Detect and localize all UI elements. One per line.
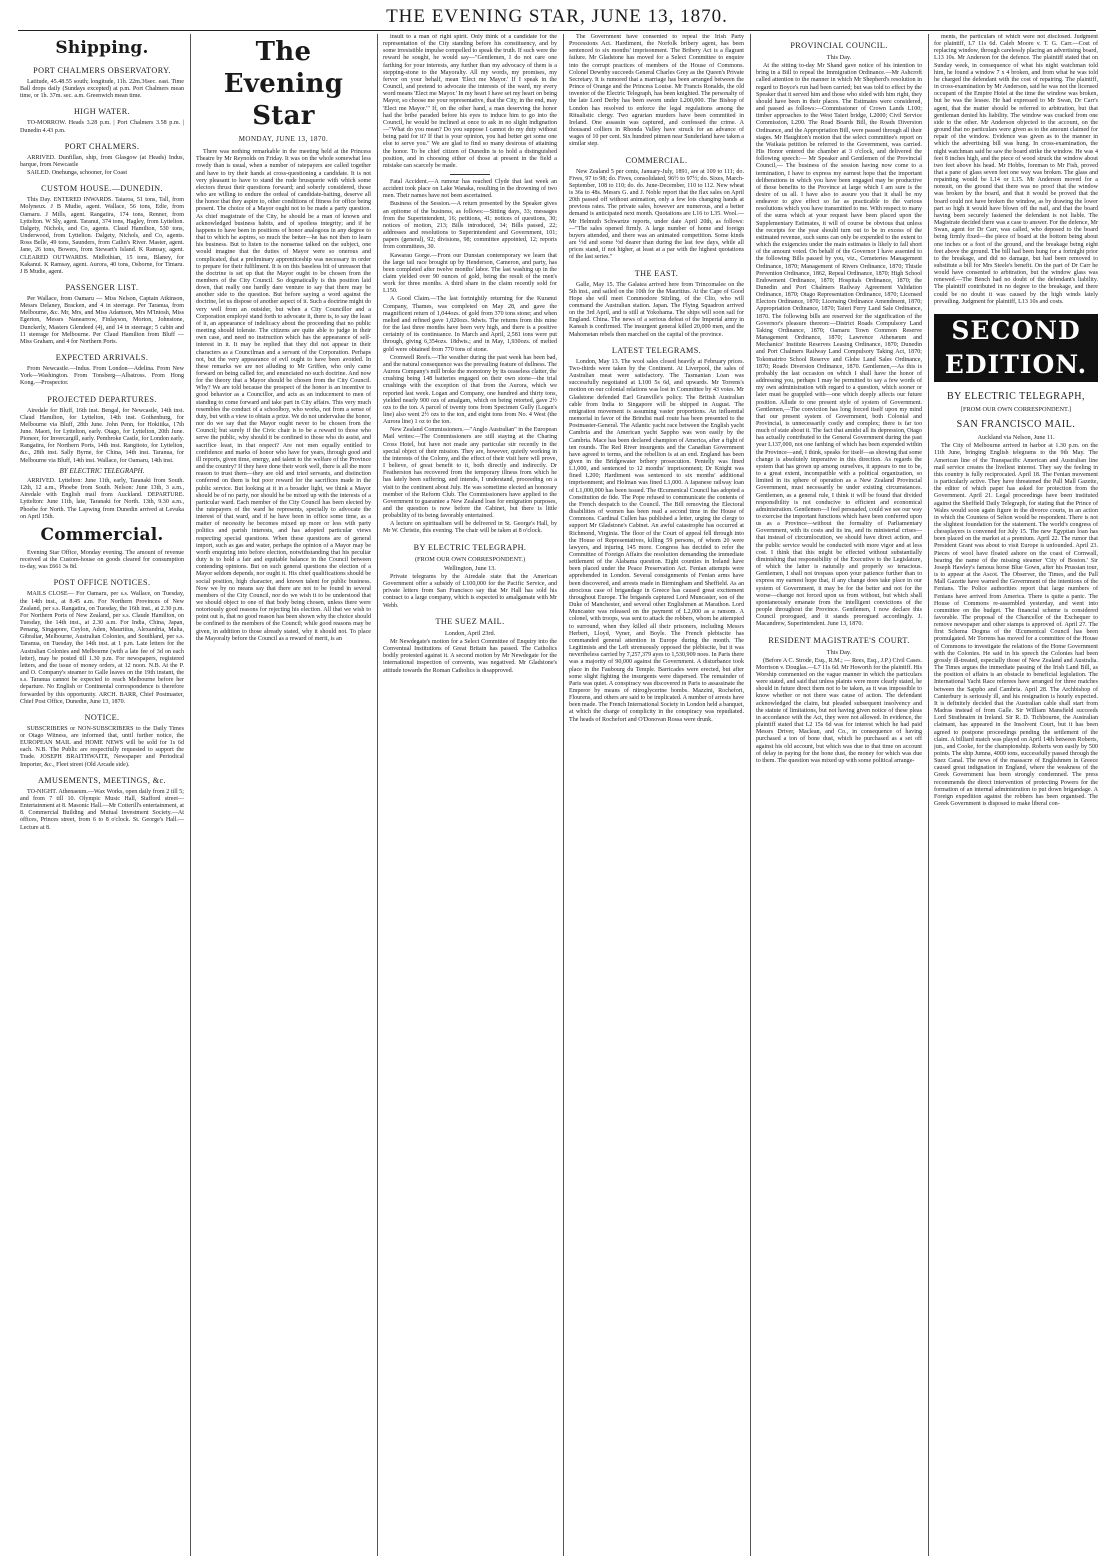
- column-rule: [750, 34, 751, 1556]
- news-paragraph: A lecture on spiritualism will be delivered in St. George's Hall, by Mr W. Christie, this evening. The chair will be taken at 8 o'clock.: [383, 521, 557, 535]
- telegraph-dateline: Wellington, June 13.: [444, 564, 496, 572]
- provincial-council-day: This Day.: [826, 54, 852, 61]
- news-paragraph: Business of the Session.—A return presented by the Speaker gives an epitome of the business, as follows:—Sitting days, 33; messages from the Superintendent, 16; petitions, 41; notices of questions, 30; notices of motion, 213; Bills introduced, 34; Bills passed, 22; addresses and resolutions to Superintendent and Government, 101; papers (general), 92; divisions, 98; committee appointed, 12; reports from committees, 30.: [383, 201, 557, 251]
- amusements-heading: AMUSEMENTS, MEETINGS, &c.: [37, 775, 167, 785]
- port-chalmers-heading: PORT CHALMERS.: [64, 141, 140, 151]
- section-divider: [450, 174, 490, 175]
- editorial-text: There was nothing remarkable in the meeting held at the Princess Theatre by Mr Reynolds on Friday. It was on the whole somewhat less rowdy than is usual, when a number of ratepayers are called together and have to try their hands at cross-questioning a candidate. It is not very pleasant to have to stand the rude brusquerie with which some electors thrust their questions forward; and soberly considered, those who are willing to endure the ordeal of candidate-baiting, deserve all the honor that they aspire to, other conditions of fitness for office being present. The choice of a Mayor ought not to be made a party question. As chief magistrate of the City, he should be a man of known and acknowledged business habits, and of spotless integrity; and if he happens to have been in positions of honor analogous in any degree to that to which he aspires, so much the better—he has not then to learn his business. But to listen to the nonsense talked on the subject, one would imagine that the duties of Mayor were so onerous and complicated, that a preliminary apprenticeship was necessary in order to prepare for their fulfilment. It is on this baseless bit of unreason that the doctrine is set up that the Mayor ought to be chosen from the members of the City Council. So dogmatically is this position laid down, that really one hardly dare venture to say that there may be another side to the question. But before saying a word against the doctrine, let us dispose of another aspect of it. Such a doctrine might do very well from an outsider, but when a City Councillor and a Corporation employé stand forth to advocate it, there is, to say the least of it, an appearance of indelicacy about the proceeding that no public meeting should tolerate. The citizens are quite able to judge in their own case, and need no instruction which has the appearance of self-interest in it. It may be replied that they did not appear in their characters as a Councilman and a servant of the Corporation. Perhaps not, but the very appearance of evil ought to have been avoided. In these remarks we are not alluding to Mr Griffen, who only came forward on being called for, and enunciated no such doctrine. And now for the theory that a Mayor should be chosen from the City Council. Why? We are told because the prospect of the honor is an incentive to good behavior as a Councillor, and acts as an inducement to men of standing to come forward and take part in City affairs. This very much resembles the conduct of a schoolboy, who works, not from a sense of duty, but with a view to obtain a prize. We do not undervalue the honor, nor do we say that the Mayor ought never to be chosen from the Council; but surely if the Civic chair is to be a reward to those who serve the public, why should it be confined to those who do assist, and sacrifice least, in that respect? Are not men equally entitled to confidence and marks of honor who have for years, through good and ill reports, given time, energy, and talent to the welfare of the Province and the country? If they have done their work well, there is all the more reason to trust them—they are old and tried servants, and distinction conferred on them is but poor reward for the sacrifices made in the public service. But looking at it in a broader light, we think a Mayor should be of no party, nor should he be mixed up with the interests of a particular ward. Each member of the City Council has been elected by the ratepayers of the ward he represents, specially to advocate the interest of that ward, and if he have been in office some time, as a matter of necessity he becomes mixed up more or less with party politics and parish interests, and has adopted particular views respecting special questions. When these questions are of general import, such as gas and water, perhaps the opinion of a Mayor may be worth enquiring into before election, notwithstanding that his peculiar duty is to hold a fair and equitable balance in the Council between contending opinions. But on such general questions the election of a Mayor seldom depends, nor ought it. His chief qualifications should be social position, high character, and known talent for public business. Now we by no means say that there are not to be found in several members of the City Council, nor do we wish it to be understood that we should object to one of that body being chosen, unless there were notoriously good reasons for rejecting his election. All that we wish to point out is, that no good reason has been shown why the choice should be confined to the members of the Council; while good reasons may be given, in addition to those already stated, why it should not. To place the Mayoralty before the Council as a reward of merit, is an: [196, 149, 371, 642]
- column-3: [383, 34, 557, 1556]
- sailed-text: SAILED. Onehunga, schooner, for Coast: [27, 170, 128, 177]
- expected-arrivals-heading: EXPECTED ARRIVALS.: [55, 353, 149, 363]
- arrived-text: ARRIVED. Dunfillan, ship, from Glasgow (at Heads) Indus, barque, from Newcastle: [20, 154, 184, 168]
- commercial-text: New Zealand 5 per cents, January-July, 1891, are at 109 to 111; do. Fives, 97 to 98; do. Fives, consolidated, 96½ to 97½; do. Sixes, March-September, 108 to 110; do. do. June-December, 110 to 112. New wheat is 36s to 48s. Messrs G. and J. Noble report that the flax sales on April 20th passed off without animation, only a few lots changing hands at previous rates. The private sales, however are numerous, and a better demand is anticipated next month. Quotations are L16 to L35. Wool.—Mr Helmuth Schwartze reports, under date April 20th, as follows:—"The sales opened firmly. A large number of home and foreign buyers attended, and there was an animated competition. Some kinds are ½d and some ½d dearer than during the last few days, while all prices stand, if not higher, at least at a par with the highest quotations of the last series.": [569, 168, 744, 261]
- notice-text: SUBSCRIBERS or NON-SUBSCRIBERS to the Daily Times or Otago Witness, are informed that, until further notice, the EUROPEAN MAIL and HOME NEWS will be sold for 1s 6d each. N.B. The Public are respectfully requested to support the Trade. JOSEPH BRAITHWAITE, Newspaper and Periodical Importer, &c., Fleet street (Old Arcade side).: [20, 725, 184, 768]
- projected-departures-text: Airedale for Bluff, 16th inst. Bengal, for Newcastle, 14th inst. Claud Hamilton, for Lyttelton, 14th inst. Gothenburg, for Melbourne via Bluff, 28th June. John Penn, for Hokitika, 17th June. Maori, for Lyttelton, early. Otago, for Lyttelton, 20th June. Pioneer, for Invercargill, early. Pembroke Castle, for London early. Rangatira, for Northern Ports, 14th inst. Rangitoto, for Lyttelton, &c., 28th inst. Sally Byrne, for China, 14th inst. Taranua, for Melbourne via Bluff, 14th inst. Wallace, for Oamaru, 14th inst.: [20, 407, 184, 464]
- news-paragraph: New Zealand Commissioners.—"Anglo Australian" in the European Mail writes:—The Commissioners are still staying at the Charing Cross Hotel, but have not made any particular stir recently in the special object of their mission. They are, however, quietly working in the interests of the Colony, and the effect of their visit here will prove, I believe, of great benefit to it, both directly and indirectly. Dr Featherston has recovered from the temporary illness from which he has lately been suffering, and intends, I understand, proceeding on a visit to the continent about July. He was sometime elected an honorary member of the Reform Club. The Commissioners have applied to the Government to guarantee a New Zealand loan for emigration purposes, and the question is now before the Cabinet, but there is little probability of its being favorably entertained.: [383, 427, 557, 520]
- custom-house-heading: CUSTOM HOUSE.—DUNEDIN.: [41, 184, 163, 194]
- column-4: [569, 34, 744, 1556]
- suez-mail-heading: THE SUEZ MAIL.: [435, 616, 505, 626]
- suez-text: Mr Newdegate's motion for a Select Committee of Enquiry into the Conventual Institutions of Great Britain has passed. The Catholics bodily protested against it. A second motion by Mr Newdegate for the international inspection of convents, was negatived. Mr Gladstone's attitude towards the Roman Catholics is disapproved.: [383, 638, 557, 674]
- high-water-heading: HIGH WATER.: [73, 107, 131, 117]
- high-water-text: TO-MORROW. Heads 3.28 p.m. | Port Chalmers 3.58 p.m. | Dunedin 4.43 p.m.: [20, 120, 184, 134]
- post-office-text: MAILS CLOSE— For Oamaru, per s.s. Wallace, on Tuesday, the 14th inst., at 8.45 a.m. For Northern Provinces of New Zealand, per s.s. Rangatira, on Tuesday, the 16th inst., at 2.30 p.m. For Northern Ports of New Zealand, per s.s. Claude Hamilton, on Tuesday, the 14th inst., at 2.30 a.m. For India, China, Japan, Penang, Singapore, Ceylon, Aden, Mauritius, Alexandria, Malta, Gibraltar, Melbourne, Australian Colonies, and Southland, per s.s. Taranua, on Tuesday, the 14th inst. at 1 p.m. Late letters for the Australian Colonies and Melbourne (with a late fee of 3d on each letter), may be posted till 1.30 p.m. For newspapers, registered letters, and the issue of money orders, at 12 noon. N.B. At the P. and O. Company's steamer to Galle leaves on the 19th instant, the s.s. Taranua cannot be expected to reach Melbourne before her departure. No English or Continental correspondence is therefore forwarded by this opportunity. ARCH. BARR, Chief Postmaster, Chief Post Office, Dunedin, June 13, 1870.: [20, 591, 184, 705]
- san-francisco-text: The City of Melbourne arrived in harbor at 1.30 p.m. on the 11th June, bringing English telegrams to the 9th May. The American line of the Transpacific American and Australian line mail service creates the liveliest interest. They say the feeling in this country is fully reciprocated. April 18. The Fenian movement is particularly active. They have threatened the Pall Mall Gazette, the editor of which paper has asked for protection from the Government. April 21. Legal proceedings have been instituted against the Sheffield Daily Telegraph, for stating that the Prince of Wales would soon again figure in the divorce courts, in an action in which the Countess of Selton would be respondent. There is not the slightest foundation for the statement. The world's congress of chessplayers is convened for July 15. The new Egyptian loan has been placed on the market at a premium. April 22. The rumor that President Grant was about to visit Europe is unfounded. April 23. Pieces of wool have floated ashore on the coast of Cornwall, bearing the name of the missing steamer 'City of Boston.' Sir Joseph Hawley's famous horse Blue Gown, after his Prussian tour, is to appear at the Ascot. The Observer, the Times, and the Pall Mall Gazette have warned the Government of the intentions of the Fenians. The Police authorities report that large numbers of Fenians have arrived from America. There is quite a panic. The House of Commons re-assembled yesterday, and went into committee on the budget. The financial scheme is considered favorable. The proposal of the Chancellor of the Exchequer to remove newspaper and other stamps is approved of. April 27. The first Schema Dogma of the Œcumenical Council has been promulgated. Mr Torrens has moved for a committee of the House of Commons to investigate the relations of the Home Government with the Colonies. He said in his speech the Colonies had been grossly ill-treated, especially those of New Zealand and Australia. The Times argues the immediate passing of the Irish Land Bill, as the position of affairs is an obstacle to beneficial legislation. The International Yacht Race referees have arranged for three matches between the Sappho and Cambria. April 28. The Archbishop of Canterbury is seriously ill, and his resignation is hourly expected. It is definitely decided that the Australian cable shall start from Madras instead of from Galle. Sir William Mansfield succeeds Lord Strathnairn in Ireland. Sir R. D. Tichbourne, the Australian claimant, has appeared in the Insolvent Court, but it has been agreed to postpone proceedings pending the settlement of the claim. A billiard match was played on April 14th between Roberts, jun., and Cooke, for the championship. Roberts won easily by 500 points. The ship Jumna, 4000 tons, successfully passed through the Suez Canal. The news of the massacre of Englishmen in Greece caused great indignation in England, where the weakness of the Greek Government has been strongly condemned. The press recommends the direct intervention of protecting Powers for the formation of an internal administration to put down brigandage. A Foreign expedition against the robbers has been organised. The Greek Government is disposed to make liberal con-: [934, 443, 1098, 808]
- passenger-list-heading: PASSENGER LIST.: [65, 282, 139, 292]
- custom-house-text: This Day. ENTERED INWARDS. Taiaroa, 51 tons, Tall, from Molyneux. J B Mudie, agent. Wallace, 56 tons, Edie, from Oamaru. J Mills, agent. Rangatira, 174 tons, Renner, from Lyttelton. W Sly, agent. Taranui, 374 tons, Hagley, from Lyttelton. Dalgety, Nichols, and Co, agents. Claud Hamilton, 530 tons, Underwood, from Lyttelton. Dalgety, Nichols, and Co, agents. Ross Belle, 49 tons, Saunders, from Catlin's River. Master, agent. Jane, 26 tons, Bowers, from Stewart's Island. K Ramsay, agent. CLEARED OUTWARDS. Midlothian, 15 tons, Blaney, for Kakanui. K Ramsay, agent. Aurora, 40 tons, Osborne, for Timaru. J B Mudie, agent.: [20, 197, 184, 275]
- commercial-heading: Commercial.: [40, 524, 164, 545]
- newspaper-flag: The Evening Star: [223, 37, 344, 131]
- projected-departures-heading: PROJECTED DEPARTURES.: [47, 394, 157, 404]
- news-paragraph: Kawarau Gorge.—From our Dunstan contemporary we learn that the large tail race brought up by Henderson, Cameron, and party, has been completed after twelve months' labor. The last washing up in the claim yielded over 90 ounces of gold, being the result of the men's work for three months. A third share in the claim recently sold for L150.: [383, 252, 557, 295]
- column-5: [756, 34, 922, 1556]
- the-east-text: Galle, May 15. The Galatea arrived here from Trincomalee on the 5th inst., and sailed on the 10th for the Mauritius. At the Cape of Good Hope she will meet Commodore Stirling, of the Clio, who will command the Australian station. Japan. The Flying Squadron arrived on the 3rd April, and is still at Yokohama. The ships will soon sail for England. China. The news of a serious defeat of the Imperial army in Kansuh is confirmed. The insurgent general killed 20,000 men, and the Mahometan rebels then marched on the capital of the province.: [569, 281, 744, 338]
- the-east-heading: THE EAST.: [634, 268, 679, 278]
- magistrates-court-heading: RESIDENT MAGISTRATE'S COURT.: [768, 635, 910, 645]
- masthead-rule: [18, 30, 1096, 31]
- provincial-council-heading: PROVINCIAL COUNCIL.: [790, 41, 888, 50]
- news-paragraph: Fatal Accident.—A rumour has reached Clyde that last week an accident took place on Lake Wanaka, resulting in the drowning of two men. Their names have not been ascertained.: [383, 178, 557, 200]
- editorial-continued: insult to a man of right spirit. Only think of a candidate for the representation of the City standing before his constituency, and by some irresistible impulse compelled to speak the truth. If such were the reward he sought, he would say—"Gentlemen, I do not care one farthing for your interests, any further than my advocacy of them is a stepping-stone to the Mayoralty. All my words, my promises, my fervor on your behalf, mean 'Elect me Mayor.' If I speak in the Council, and pretend to advocate the interests of the ward, my every word means 'Elect me Mayor.' In my heart I have set my heart on being Mayor, so choose me your representative, that the City, in the end, may 'Elect me Mayor.'" If, on the other hand, a man deserving the honor had the bribe paraded before his eyes to induce him to go into the Council, he would be inclined at once to ask in no slight indignation—"What do you mean? Do you suppose I cannot do my duty without being paid for it? If that is your opinion, you had better get some one else to serve you." We are glad to find so many desirous of attaining the honor. To be chief citizen of Dunedin is to hold a distinguished position, and in choosing either of those at present in the field a mistake can scarcely be made.: [383, 34, 557, 169]
- column-6: [934, 34, 1098, 1556]
- shipping-heading: Shipping.: [55, 38, 149, 58]
- second-edition-banner: SECOND EDITION.: [934, 314, 1098, 382]
- telegraph-subheading: [FROM OUR OWN CORRESPONDENT.]: [960, 405, 1072, 413]
- column-rule: [928, 34, 929, 1556]
- observatory-heading: PORT CHALMERS OBSERVATORY.: [33, 66, 171, 75]
- news-paragraph: A Good Claim.—The last fortnightly returning for the Kuranui Company, Thames, was completed on May 28, and gave the magnificent return of 1,044ozs. of gold from 370 tons stone; and when melted and refined gave 1,020ozs. 9dwts. The returns from this mine for the last three months have been very high, and there is a positive certainty of its continuance. In March and April, 2,581 tons were put through, giving 6,354ozs. 18dwts.; and in May, 1,930ozs. of melted gold were obtained from 770 tons of stone.: [383, 296, 557, 353]
- masthead: THE EVENING STAR, JUNE 13, 1870.: [386, 6, 728, 27]
- telegraph-subheading: (FROM OUR OWN CORRESPONDENT.): [414, 555, 526, 563]
- commercial-text: Evening Star Office, Monday evening. The amount of revenue received at the Custom-house on goods cleared for consumption to-day, was £661 3s 8d.: [20, 549, 184, 571]
- san-francisco-mail-heading: SAN FRANCISCO MAIL.: [956, 419, 1076, 431]
- telegraph-heading: BY ELECTRIC TELEGRAPH.: [413, 542, 527, 552]
- latest-telegrams-heading: LATEST TELEGRAMS.: [611, 345, 702, 355]
- column-rule: [377, 34, 378, 1556]
- passenger-list-text: Per Wallace, from Oamaru — Miss Nelson, Captain Atkinson, Messrs Delaney, Bracken, and 4 in steerage. Per Taranua, from Melbourne, &c. Mr, Mrs, and Miss Adamson, Mrs M'Intosh, Miss Egerton, Messrs Nanearrow, Finlayson, Morton, Johnstone, Dunckerly, Masters Glendeed (4), and 14 in steerage; 5 cabin and 11 steerage for Melbourne. Per Claud Hamilton from Bluff — Miss Graham, and 4 for Northern Ports.: [20, 295, 184, 345]
- column-2: [196, 34, 371, 1556]
- issue-date: MONDAY, JUNE 13, 1870.: [238, 135, 329, 143]
- san-francisco-dateline: Auckland via Nelson, June 11.: [977, 434, 1055, 442]
- magistrates-court-day: This Day.: [826, 648, 852, 656]
- news-paragraph: Cromwell Reefs.—The weather during the past week has been bad, and the natural consequence was the prevailing feature of dullness. The Aurora Company's mill broke the monotony by its ceaseless clatter, the crushing being 148 batteries engaged on their own stone—the trial crushings with the exception of that from the Aurora, which we reported last week. Logan and Company, one hundred and thirty tons, yielded nearly 900 ozs of amalgam, which on being retorted, gave 2½ ozs to the ton. A parcel of twenty tons from Specimen Gully (Logan's line) also went 2½ ozs to the ton, and eight tons from No. 4 West (the Aurora line) 1 oz to the ton.: [383, 354, 557, 426]
- electric-telegraph-text: ARRIVED. Lyttelton: June 11th, early, Taranaki from South. 12th, 12 a.m., Phoebe from South. Nelson: June 13th, 3 a.m., Airedale with English mail from Auckland. DEPARTURE. Lyttelton: June 11th, late, Taranaki for North. 13th, 9.30 a.m., Phoebe for North. The Lapwing from Dunedin arrived at Levuka on April 15th.: [20, 477, 184, 520]
- observatory-text: Latitude, 45.48.55 south; longitude, 11h. 22m.36sec. east. Time Ball drops daily (Sundays excepted) at p.m. Port Chalmers mean time, or 1h. 37m. sec. a.m. Greenwich mean time.: [20, 79, 184, 100]
- news-text: The Government have consented to repeal the Irish Party Processions Act. Hardiment, the Norfolk bribery agent, has been sentenced to six months' imprisonment. The Bribery Act is a flagrant failure. Mr Gladstone has moved for a Select Committee to enquire into the corrupt practices of members of the House of Commons. Colonel Dewnby succeeds General Charles Grey as the Queen's Private Secretary. It is rumored that a marriage has been arranged between the Prince of Orange and the Princess Louise. Mr Francis Ronalds, the old inventor of the Electric Telegraph, has been knighted. The personalty of the late Lord Derby has been sworn under L200,000. The Bishop of London has resolved to enforce the legal regulations among the Ritualistic clergy. Two agrarian murders have been committed in Ireland. One assassin was captured, and confessed the crime. A thousand colliers in Rhonda Valley have struck for an advance of wages of 10 per cent. Six hundred pitmen near Sunderland have taken a similar step.: [569, 34, 744, 148]
- electric-telegraph-heading: BY ELECTRIC TELEGRAPH.: [59, 466, 145, 475]
- post-office-heading: POST OFFICE NOTICES.: [53, 578, 151, 588]
- column-rule: [190, 34, 191, 1556]
- column-1: [20, 34, 184, 1556]
- suez-dateline: London, April 23rd.: [444, 629, 496, 637]
- court-continued-text: ments, the particulars of which were not disclosed. Judgment for plaintiff, L7 11s 6d. Caleb Moore v. T. G. Carr.—Cost of replacing window, through carelessly placing an advertising board, L13 10s. Mr Anderson for the defence. The plaintiff stated that on Sunday week, in consequence of what his night watchman told him, he found a window 7 x 4 broken, and from what he was told he charged the defendant with the cost of repairing. The plaintiff, in cross-examination by Mr Anderson, said he was not the licensed occupant of the Empire Hotel at the time the window was broken, but he was the lessee. He had expressed to Mr Swan, Dr Carr's agent, that the matter should be referred to arbitration, but that gentleman denied his liability. The window was cracked from one side to the other. Mr Anderson objected to the account, on the ground that no particulars were given as to the amount claimed for repair of the window. Evidence was given as to the manner in which the advertising bill was hung. In cross-examination, the night watchman said he saw the board strike the window. He was 4 feet 8 inches high, and the piece of wood struck the window about two feet above his head. Mr Hobbs, foreman to Mr Fish, proved that a pane of glass seven feet one way was broken. The glass and repainting would be L14 or L15. Mr Anderson moved for a nonsuit, on the ground that there was no proof that the window was broken by the board, and that it would be proved that the board could not have broken the window, as by drawing the lower part so high it would have blown off the nail, and that the board having been securely fastened the defendant is not liable. The Magistrate decided there was a case to answer. For the defence, Mr Swan, agent for Dr Carr, was called, who deposed to the board being firmly fixed—the piece of board at the bottom being about one inches or a foot of the ground, and the breakage being eight feet above the ground. The bill had been hung for a fortnight prior to the breakage, and did no damage, but had been removed to substitute a bill for Mrs Steele's benefit. On the part of Dr Carr he would have consented to arbitration, but the window glass was renewed.—The Bench had no doubt of the defendant's liability. The plaintiff contributed in no degree to the breakage, and there could be no doubt it was caused by the high winds lately prevailing. Judgment for plaintiff, L13 10s and costs.: [934, 34, 1098, 305]
- notice-heading: NOTICE.: [84, 712, 120, 722]
- expected-arrivals-text: From Newcastle.—Indus. From London—Adelina. From New York—Washington. From Tonsberg—Albatross. From Hong Kong.—Prospector.: [20, 366, 184, 387]
- magistrates-court-text: (Before A C. Strode, Esq., R.M.; — Rees, Esq., J.P.) Civil Cases. Morrison v. Douglas.—L7 11s 6d. Mr Howorth for the plaintiff. His Worship commented on the vague manner in which the particulars were stated, and said that unless plaints were more clearly stated, he should in future direct them not to be taken, as it was impossible to know whether or not there was cause of action. The defendant acknowledged the claim, but pleaded subsequent insolvency and the statute of limitations, but not having given notice of these pleas in accordance with the Act, they were not allowed. In evidence, the plaintiff stated that L2 15s 6d was for interest which he had paid Messrs Driver, Maclean, and Co., in consequence of having purchased a ton of bone dust, which he purchased as a set off against his old account, but which was due to that time on account of delay in paying for the bone dust, the money for which was due to them. The question was mixed up with some political arrange-: [756, 657, 922, 764]
- telegraph-text: Private telegrams by the Airedale state that the American Government offer a subsidy of L100,000 for the Pacific Service, and private letters from San Francisco say that Mr Hall has sold his contract to a large company, which is expected to amalgamate with Mr Webb.: [383, 573, 557, 609]
- column-rule: [563, 34, 564, 1556]
- telegraph-heading: BY ELECTRIC TELEGRAPH,: [947, 390, 1085, 402]
- commercial-heading: COMMERCIAL.: [625, 155, 688, 165]
- amusements-text: TO-NIGHT. Athenaeum.—Wax Works, open daily from 2 till 5; and from 7 till 10. Olympic Music Hall, Stafford street—Entertainment at 8. Masonic Hall.—Mr Cotterill's entertainment, at 8. Commercial Building and Mutual Investment Society.—At offices, Princes street, from 6 to 8 o'clock. St. George's Hall.—Lecture at 8.: [20, 788, 184, 831]
- provincial-council-text: At the sitting to-day Mr Shand gave notice of his intention to bring in a Bill to repeal the Immigration Ordinance.—Mr Ashcroft called attention to the manner in which Mr Shepherd's resolution in regard to Boyce's run had been carried; but was told to effect by the Speaker that it served him and those who sided with him right, they should have been in their places. The Estimates were considered, and passed as follows:—Commissioner of Crown Lands L100; timber approaches to the West Taieri bridge, L2000; Civil Service Commission, L200. The Road Boards Bill, the Roads Diversion Ordinance, and the Appropriation Bill, were passed through all their stages. Mr Haughton's motion that the select committee's report on the Waikaia petition be referred to the Government, was carried. His Honor entered the chamber at 3 o'clock, and delivered the following speech:— Mr Speaker and Gentlemen of the Provincial Council,— The business of the session having now come to a termination, I have to express my earnest hope that the important deliberations in which you have been engaged may be productive of those benefits to the Province at large which I am sure is the desire of us all. I have also to assure you that it shall be my endeavor to give effect so far as practicable to the various resolutions which you have transmitted to me. With respect to many of the sums which at your request have been placed upon the Supplementary Estimates, it will of course be obvious that unless the receipts for the year should turn out to be in excess of the estimated revenue, such sums can only be expended to the extent to which the exigencies under the main estimates is likely to fall short of the amount voted. On behalf of the Governor I have assented to the following Bills passed by you, viz., Cemeteries Management Ordinance, 1870; Management of Rivers Ordinance, 1870; Thistle Prevention Ordinance, 1862, Repeal Ordinance, 1870; High School Endowment Ordinance, 1870; Hospitals Ordinance, 1870; the Dunedin and Port Chalmers Railway Agreement Validation Ordinance, 1870; Otago Representation Ordinance, 1870; Licensed Electors Ordinance, 1870; Licensing Ordinance Amendment, 1870; Appropriation Ordinance, 1870; Taieri Ferry Land Sale Ordinance, 1870. The following bills are reserved for the signification of the Governor's pleasure thereon:—District Roads Compulsory Land Taking Ordinance, 1870; Oamaru Town Common Reserve Management Ordinance, 1870; Lawrence Athenæum and Mechanics' Institute Reserves Leasing Ordinance, 1870; Dunedin and Port Chalmers Railway Land Compulsory Taking Act, 1870; Tokomairiro School Reserve and Globe Land Sales Ordinance, 1870; Roads Diversion Ordinance, 1870. Gentlemen,—As this is probably the last occasion on which I shall have the honor of addressing you, perhaps I may be permitted to say a few words of my own administration with regard to a question, which sooner or later must be grappled with—one which deeply affects our future position. Allude to one present style of system of Government. Gentlemen,—The conviction has long forced itself upon my mind that our present system of Government, both Colonial and Provincial, is unnecessarily costly and complex; there is far too much of state about it. The fact that amidst all its depression, Otago has actually contributed to the General Government during the past year L137,000, not one farthing of which has been expended within the Province—and, I think, speaks for itself—as showing that some change is absolutely imperative in this direction. As regards the system that has grown up among ourselves, it appears to me to be, to a great extent, incompatible with a political organization, so limited in its sphere of operation as a New Zealand Provincial Government, must necessarily be under existing circumstances. Gentlemen, as a general rule, I think it will be found that divided responsibility is not conducive to efficient and economical administration. Gentlemen—I feel persuaded, could we see our way to exercise the important functions which have been conferred upon us as a Province—without the formality of Parliamentary Government, with its costs and its ins, and its ministerial crises—that instead of circumlocution, we should have direct action, and the public service would be conducted with more vigor and at less cost. I think that this might be effected without substantially diminishing that responsibility of the Executive to the Legislature, of which the latter is naturally and properly so tenacious. Gentlemen, I shall not trespass upon your patience further than to express my earnest hope that, if any change does take place in our system of Government, it may be for the better and not for the worse—change not forced upon us from without, but which shall spontaneously emanate from the intelligent convictions of the people throughout the Province. Gentlemen, I now declare this Council prorogued, and it stands prorogued accordingly. J. Macandrew, Superintendent. June 13, 1870.: [756, 63, 922, 628]
- latest-telegrams-text: London, May 13. The wool sales closed heavily at February prices. Two-thirds were taken by the Continent. At Liverpool, the sales of Australian meat were satisfactory. The Tasmanian Loan was successfully negotiated at L100 5s 6d, and upwards. Mr Torrens's motion on our colonial relations was lost in Committee by 43 votes. Mr Gladstone defended Earl Granville's policy. The British Australian cable from India to Singapore will be shipped in August. The emigration movement is assuming vaster proportions. An influential memorial in favor of the Brindisi mail route has been presented to the Postmaster-General. The Atlantic yacht race between the English yacht Cambria and the American yacht Sappho was won easily by the Cambria. Mace has been declared champion of America, after a fight of ten rounds. The Red River insurgents and the Canadian Government have agreed to terms, and the rebellion is at an end. England has been given in the Bridgewater bribery prosecution. Pentelly was fined L1,000, and sentenced to 12 months' imprisonment; Dr Knight was fined L200; Hardiment was sentenced to six months' additional imprisonment; and Holman was fined L1,000. A Japanese railway loan of L1,000,000 has been issued. The Œcumenical Council has adopted a Constitution de fide. The Pope refused to communicate the contents of the French despatch to the Council. The Bill removing the Electoral disabilities of women has been read a second time in the House of Commons. Cardinal Cullen has published a letter, urging the clergy to support Mr Gladstone's Cabinet. An awful catastrophe has occurred at Richmond, Virginia. The floor of the Court of appeal fell through into the House of Representatives, killing 59 persons, of whom 20 were lawyers, and injuring 145 more. Congress has decided to refer the Committee of Foreign Affairs the resolution demanding the immediate settlement of the Alabama question. Eight counties in Ireland have been placed under the Peace Preservation Act. Fenian attempts were apprehended in London. Several consignments of Fenian arms have been discovered, and arrests made in Birmingham and Sheffield. As an atrocious case of brigandage in Greece has caused great excitement throughout Europe. The brigands captured Lord Muncaster, son of the Duke of Manchester, and several other Englishmen at Marathon. Lord Muncaster was released on the payment of L2,000 as a ransom. A colonel, with troops, was sent to attack the robbers, whom he attempted to surround, when they killed all their prisoners, including Messrs Herbert, Lloyd, Vyner, and Boyle. The French plebiscite has commanded general attention in Europe during the month. The Legitimists and the Left strenuously opposed the plébiscite, but it was nevertheless carried by 7,257,379 ayes to 1,530,909 noes. In Paris there was a majority of 90,000 against the Government. A disturbance took place in the Faubourg du Temple. Barricades were erected, but after some slight fighting the insurgents were dispersed. The remainder of Paris was quiet. A conspiracy was discovered in Paris to assassinate the Emperor by means of nitroglycerine bombs. Mazzini, Rochefort, Flourens, and others are said to be implicated. A number of arrests have been made. The French International Society in London held a banquet, at which the charge of complicity in the conspiracy was repudiated. The heads of Rochefort and O'Donovan Rossa were drunk.: [569, 358, 744, 723]
